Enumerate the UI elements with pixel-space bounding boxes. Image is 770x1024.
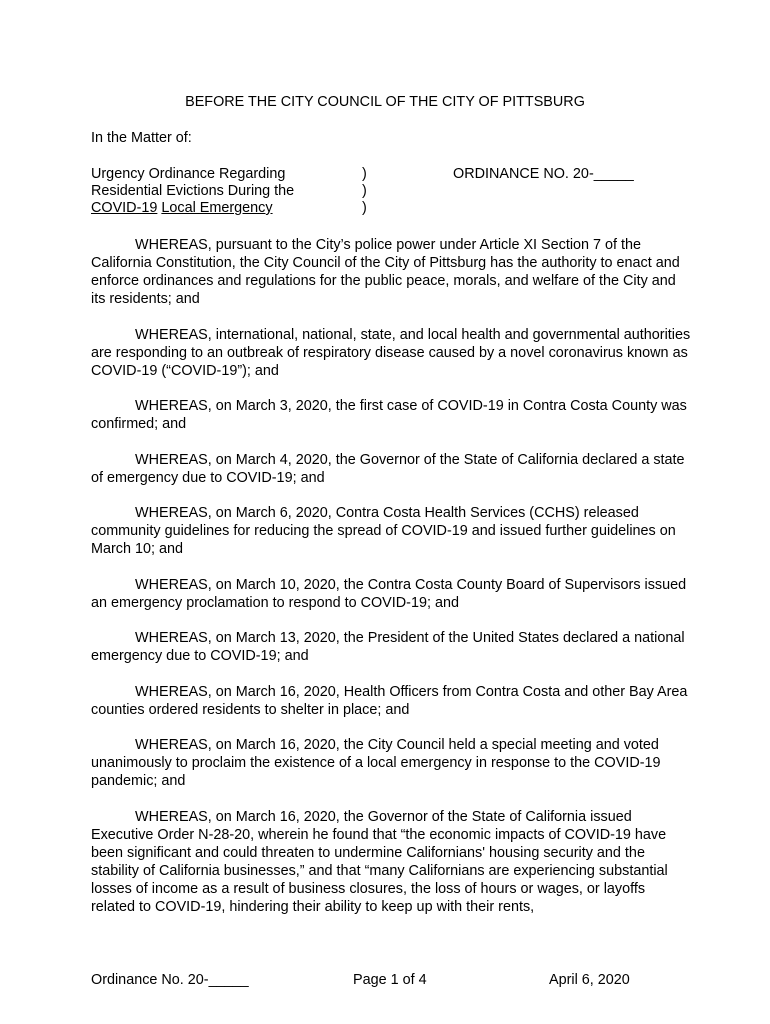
- whereas-paragraph: WHEREAS, on March 16, 2020, Health Officers from Contra Costa and other Bay Area counties ordered residents to shelter in place; and: [91, 683, 688, 718]
- whereas-paragraph: WHEREAS, on March 3, 2020, the first case of COVID-19 in Contra Costa County was confirmed; and: [91, 398, 687, 432]
- whereas-paragraph: WHEREAS, on March 16, 2020, the City Council held a special meeting and voted unanimously to proclaim the existence of a local emergency in response to the COVID-19 pandemic; and: [91, 737, 661, 789]
- whereas-paragraph: WHEREAS, international, national, state, and local health and governmental authorities are responding to an outbreak of respiratory disease caused by a novel coronavirus known as COVID-19 (“COVID-19”); and: [91, 326, 691, 379]
- page-footer: [91, 971, 651, 989]
- caption-line-2: Residential Evictions During the: [91, 183, 295, 199]
- caption-covid-label: COVID-19: [91, 200, 158, 216]
- matter-heading: In the Matter of:: [91, 130, 192, 146]
- footer-date: April 6, 2020: [549, 972, 630, 988]
- whereas-paragraph: WHEREAS, pursuant to the City’s police power under Article XI Section 7 of the California Constitution, the City Council of the City of Pittsburg has the authority to enact and enforce ordinances and regulations for the public peace, morals, and welfare of the City and its residents; and: [91, 237, 680, 307]
- footer-ordinance-number: Ordinance No. 20-_____: [91, 972, 249, 988]
- caption-line-3: [91, 200, 273, 217]
- whereas-paragraph: WHEREAS, on March 6, 2020, Contra Costa Health Services (CCHS) released community guidelines for reducing the spread of COVID-19 and issued further guidelines on March 10; and: [91, 505, 676, 557]
- footer-page-number: Page 1 of 4: [353, 972, 427, 988]
- caption-paren-2: ): [362, 183, 367, 199]
- caption-paren-1: ): [362, 166, 367, 182]
- ordinance-body: [91, 236, 691, 933]
- caption-paren-3: ): [362, 200, 367, 216]
- document-title: BEFORE THE CITY COUNCIL OF THE CITY OF PITTSBURG: [185, 94, 585, 110]
- ordinance-number: ORDINANCE NO. 20-_____: [453, 166, 634, 182]
- caption-line-1: Urgency Ordinance Regarding: [91, 166, 286, 182]
- whereas-paragraph: WHEREAS, on March 16, 2020, the Governor of the State of California issued Executive Order N-28-20, wherein he found that “the economic impacts of COVID-19 have been significant and could threaten to undermine Californians' housing security and the stability of California businesses,” and that “many Californians are experiencing substantial losses of income as a result of business closures, the loss of hours or wages, or layoffs related to COVID-19, hindering their ability to keep up with their rents,: [91, 808, 668, 915]
- whereas-paragraph: WHEREAS, on March 4, 2020, the Governor of the State of California declared a state of emergency due to COVID-19; and: [91, 451, 685, 486]
- case-caption: [91, 166, 691, 226]
- caption-local-emergency: Local Emergency: [161, 200, 273, 216]
- whereas-paragraph: WHEREAS, on March 13, 2020, the President of the United States declared a national emergency due to COVID-19; and: [91, 630, 685, 664]
- whereas-paragraph: WHEREAS, on March 10, 2020, the Contra Costa County Board of Supervisors issued an emergency proclamation to respond to COVID-19; and: [91, 576, 687, 611]
